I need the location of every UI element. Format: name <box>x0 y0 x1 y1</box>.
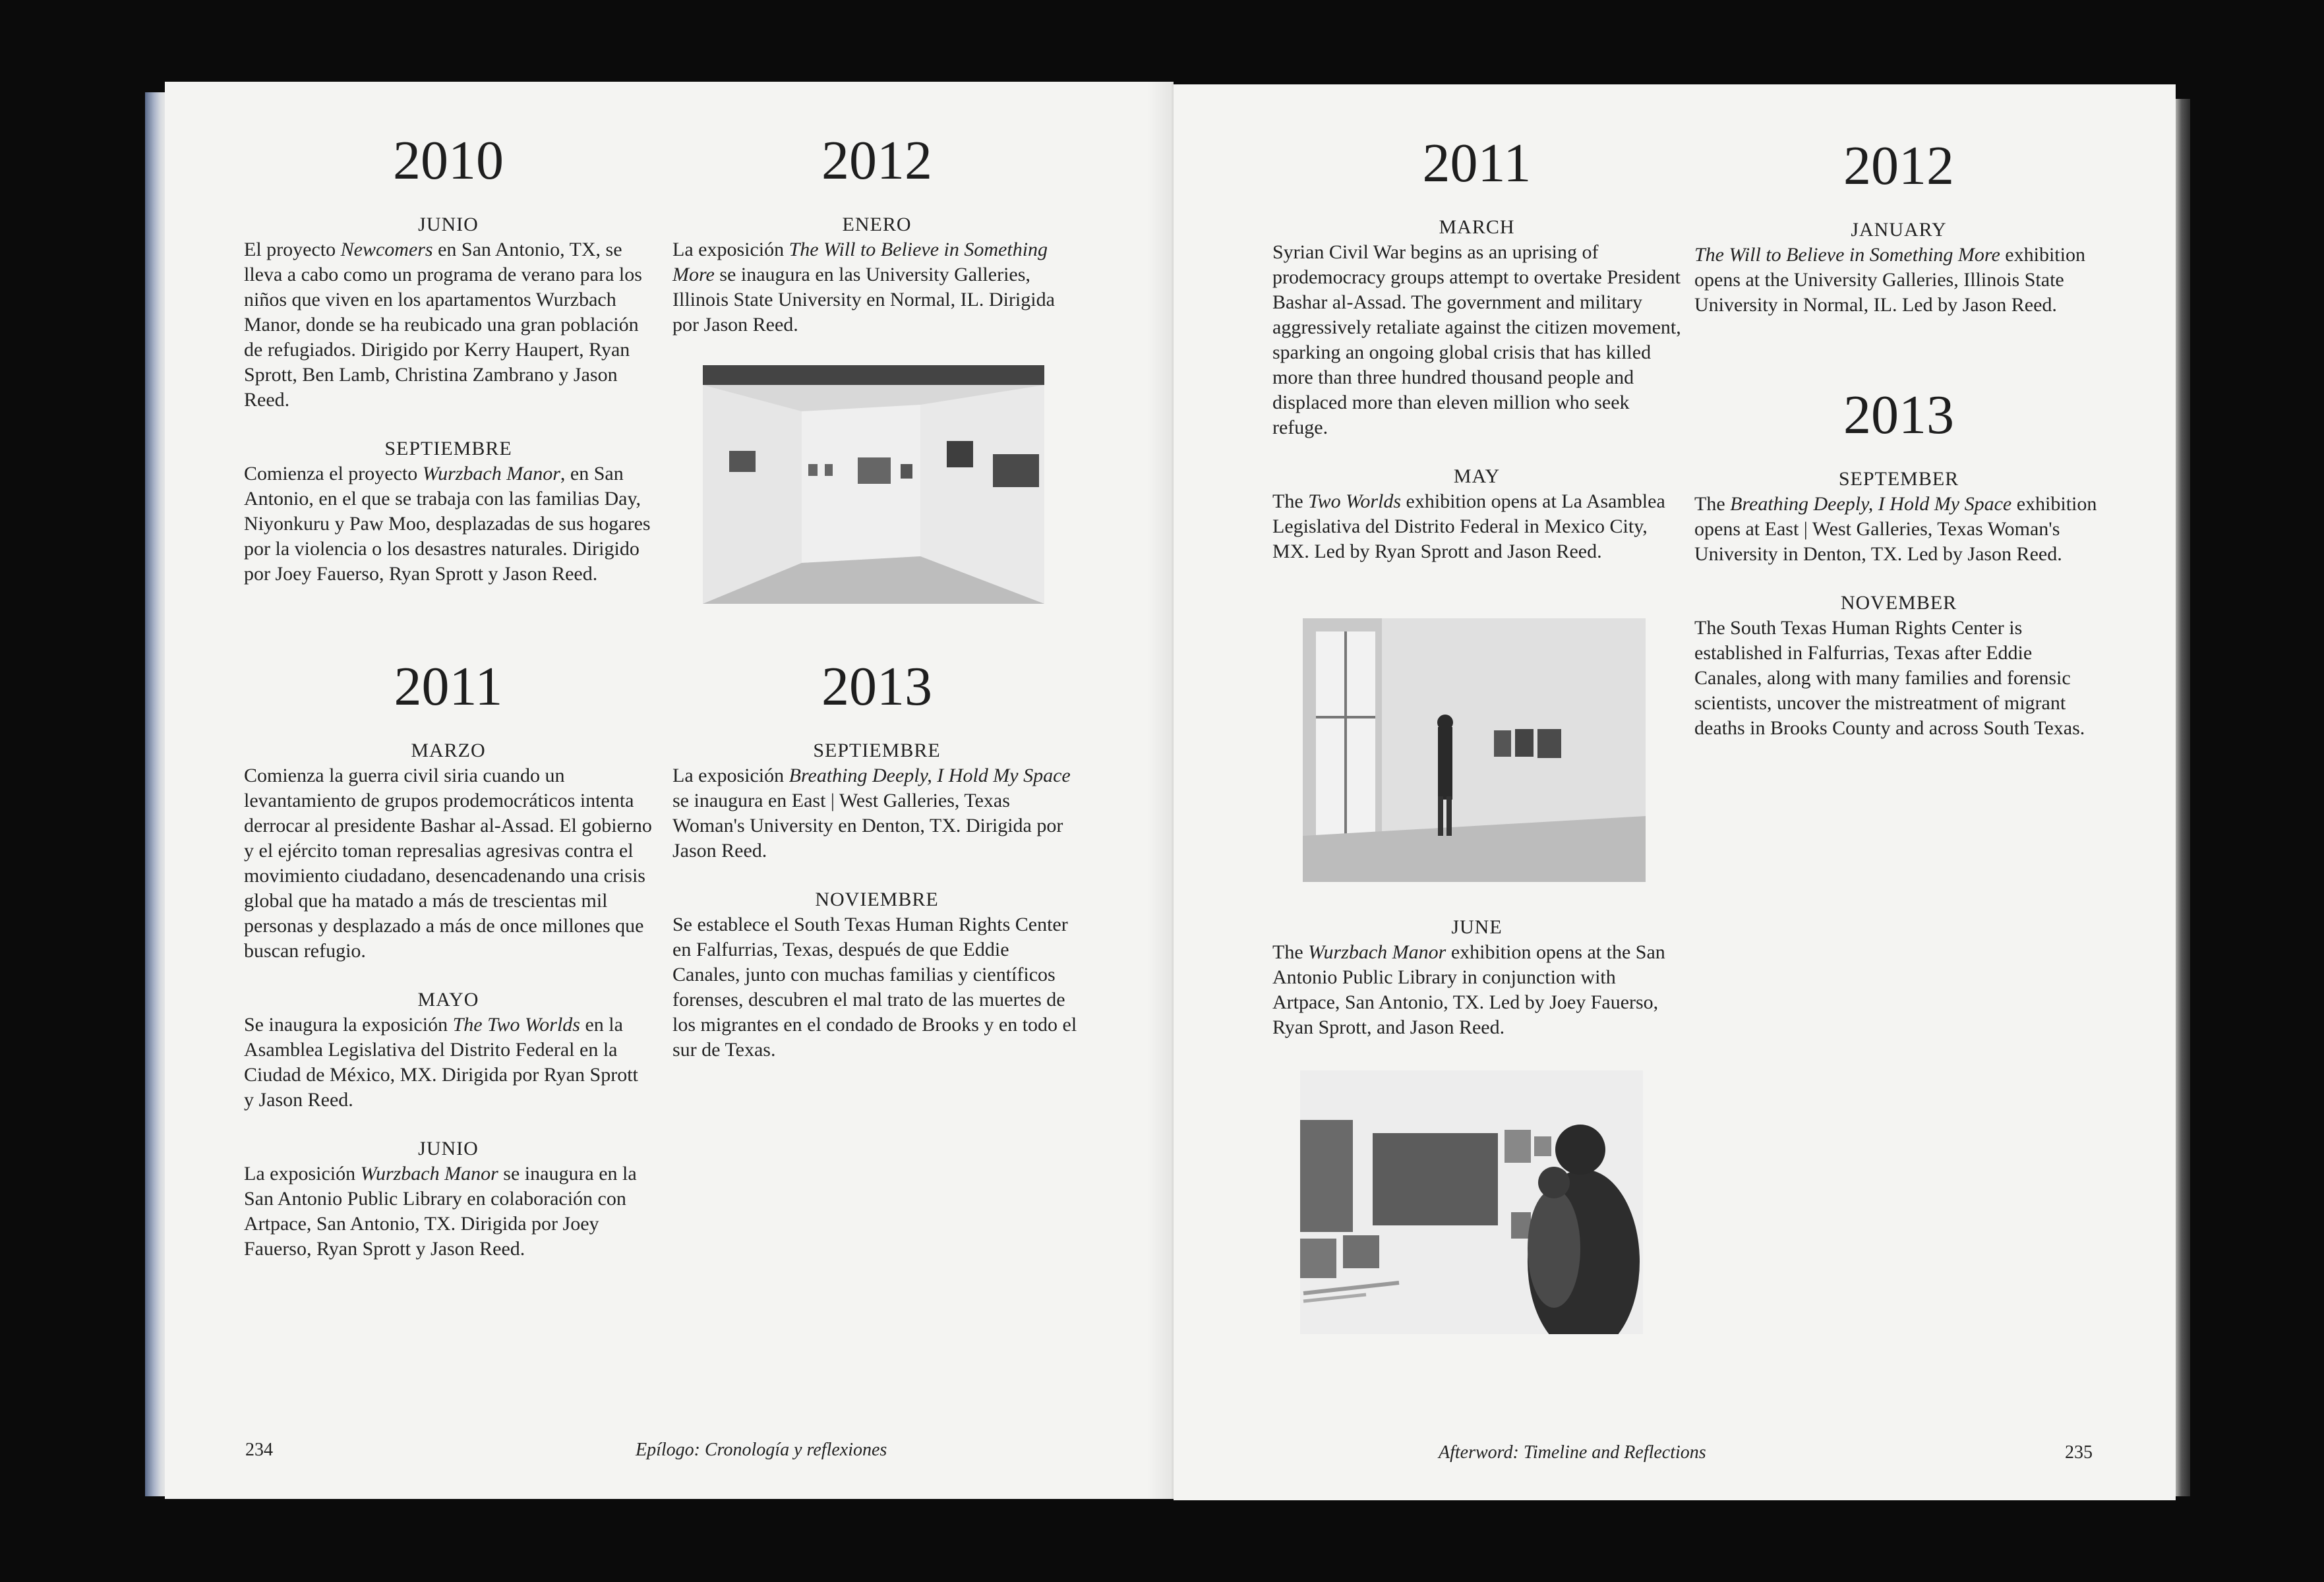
year-heading: 2013 <box>821 656 932 717</box>
timeline-entry <box>1272 464 1681 564</box>
running-title: Epílogo: Cronología y reflexiones <box>636 1440 887 1460</box>
library-photo <box>1300 1070 1643 1334</box>
month-label: SEPTEMBER <box>1838 468 1959 490</box>
month-label: MAY <box>1453 465 1501 487</box>
month-label: SEPTIEMBRE <box>813 740 941 761</box>
month-label: JUNE <box>1451 916 1503 938</box>
right-col-2-lower <box>1694 382 2103 765</box>
year-heading: 2010 <box>393 130 504 191</box>
month-label: JUNIO <box>418 1138 479 1159</box>
entry-text: Se inaugura la exposición The Two Worlds en la Asamblea Legislativa del Distrito Federal en la Ciudad de México, MX. Dirigida por Ryan Sprott y Jason Reed. <box>244 1014 638 1111</box>
timeline-entry <box>244 212 653 413</box>
month-label: MARCH <box>1439 216 1515 238</box>
running-title: Afterword: Timeline and Reflections <box>1439 1442 1706 1463</box>
entry-text: Comienza la guerra civil siria cuando un levantamiento de grupos prodemocráticos intenta derrocar al presidente Bashar al-Assad. El gobierno y el ejército toman represalias agresivas contra el movimiento ciudadano, desencadenando una crisis global que ha matado a más de trescientas mil personas y desplazado a más de once millones que buscan refugio. <box>244 765 652 962</box>
left-page <box>165 82 1174 1499</box>
timeline-entry <box>672 887 1081 1063</box>
month-label: MAYO <box>417 989 479 1011</box>
gallery-photo <box>703 365 1044 604</box>
page-number: 235 <box>2065 1442 2093 1463</box>
timeline-entry <box>672 212 1081 337</box>
entry-text: The Wurzbach Manor exhibition opens at the San Antonio Public Library in conjunction with Artpace, San Antonio, TX. Led by Joey Fauerso, Ryan Sprott, and Jason Reed. <box>1272 941 1665 1038</box>
month-label: JANUARY <box>1851 219 1947 241</box>
timeline-entry <box>244 1136 653 1262</box>
month-label: MARZO <box>411 740 486 761</box>
entry-text: The Two Worlds exhibition opens at La Asamblea Legislativa del Distrito Federal in Mexico City, MX. Led by Ryan Sprott and Jason Reed. <box>1272 490 1665 562</box>
gallery-photo-image <box>703 365 1044 604</box>
entry-text: La exposición Breathing Deeply, I Hold My Space se inaugura en East | West Galleries, Texas Woman's University en Denton, TX. Dirigida por Jason Reed. <box>672 765 1071 862</box>
entry-text: La exposición The Will to Believe in Something More se inaugura en las University Galleries, Illinois State University en Normal, IL. Dirigida por Jason Reed. <box>672 239 1055 336</box>
timeline-entry <box>1272 215 1681 440</box>
timeline-entry <box>672 738 1081 864</box>
timeline-entry <box>244 436 653 587</box>
left-col-1-lower <box>244 654 653 1285</box>
entry-text: El proyecto Newcomers en San Antonio, TX, se lleva a cabo como un programa de verano para los niños que viven en los apartamentos Wurzbach Manor, donde se ha reubicado una gran población de refugiados. Dirigido por Kerry Haupert, Ryan Sprott, Ben Lamb, Christina Zambrano y Jason Reed. <box>244 239 642 411</box>
book-edge-left <box>145 92 167 1496</box>
timeline-entry <box>1694 467 2103 567</box>
right-col-1-lower <box>1272 915 1681 1064</box>
left-col-2-lower <box>672 654 1081 1086</box>
exhibition-photo <box>1303 618 1646 882</box>
entry-text: The Will to Believe in Something More exhibition opens at the University Galleries, Illinois State University in Normal, IL. Led by Jason Reed. <box>1694 244 2085 316</box>
month-label: ENERO <box>842 214 912 235</box>
month-label: NOVEMBER <box>1840 592 1957 614</box>
entry-text: Se establece el South Texas Human Rights Center en Falfurrias, Texas, después de que Eddie Canales, junto con muchas familias y científicos forenses, descubren el mal trato de las muertes de los migrantes en el condado de Brooks y en todo el sur de Texas. <box>672 914 1077 1061</box>
year-heading: 2011 <box>394 656 503 717</box>
right-page <box>1174 84 2176 1500</box>
year-heading: 2012 <box>821 130 932 191</box>
year-heading: 2013 <box>1843 384 1954 446</box>
month-label: SEPTIEMBRE <box>384 438 512 459</box>
year-heading: 2012 <box>1843 135 1954 196</box>
right-col-2 <box>1694 133 2103 341</box>
timeline-entry <box>1694 591 2103 741</box>
right-col-1 <box>1272 131 1681 588</box>
exhibition-photo-image <box>1303 618 1646 882</box>
timeline-entry <box>244 987 653 1113</box>
timeline-entry <box>244 738 653 964</box>
entry-text: Syrian Civil War begins as an uprising of prodemocracy groups attempt to overtake President Bashar al-Assad. The government and military aggressively retaliate against the citizen movement, sparking an ongoing global crisis that has killed more than three hundred thousand people and displaced more than eleven million who seek refuge. <box>1272 241 1681 438</box>
timeline-entry <box>1694 218 2103 318</box>
timeline-entry <box>1272 915 1681 1040</box>
month-label: JUNIO <box>418 214 479 235</box>
entry-text: Comienza el proyecto Wurzbach Manor, en San Antonio, en el que se trabaja con las familias Day, Niyonkuru y Paw Moo, desplazadas de sus hogares por la violencia o los desastres naturales. Dirigido por Joey Fauerso, Ryan Sprott y Jason Reed. <box>244 463 651 585</box>
library-photo-image <box>1300 1070 1643 1334</box>
entry-text: La exposición Wurzbach Manor se inaugura en la San Antonio Public Library en colaboración con Artpace, San Antonio, TX. Dirigida por Joey Fauerso, Ryan Sprott y Jason Reed. <box>244 1163 637 1260</box>
entry-text: The South Texas Human Rights Center is established in Falfurrias, Texas after Eddie Canales, along with many families and forensic scientists, uncover the mistreatment of migrant deaths in Brooks County and across South Texas. <box>1694 617 2085 739</box>
year-heading: 2011 <box>1422 132 1532 194</box>
left-col-2 <box>672 128 1081 361</box>
page-number: 234 <box>245 1440 273 1460</box>
left-col-1 <box>244 128 653 610</box>
entry-text: The Breathing Deeply, I Hold My Space exhibition opens at East | West Galleries, Texas Woman's University in Denton, TX. Led by Jason Reed. <box>1694 493 2097 565</box>
month-label: NOVIEMBRE <box>815 889 939 910</box>
